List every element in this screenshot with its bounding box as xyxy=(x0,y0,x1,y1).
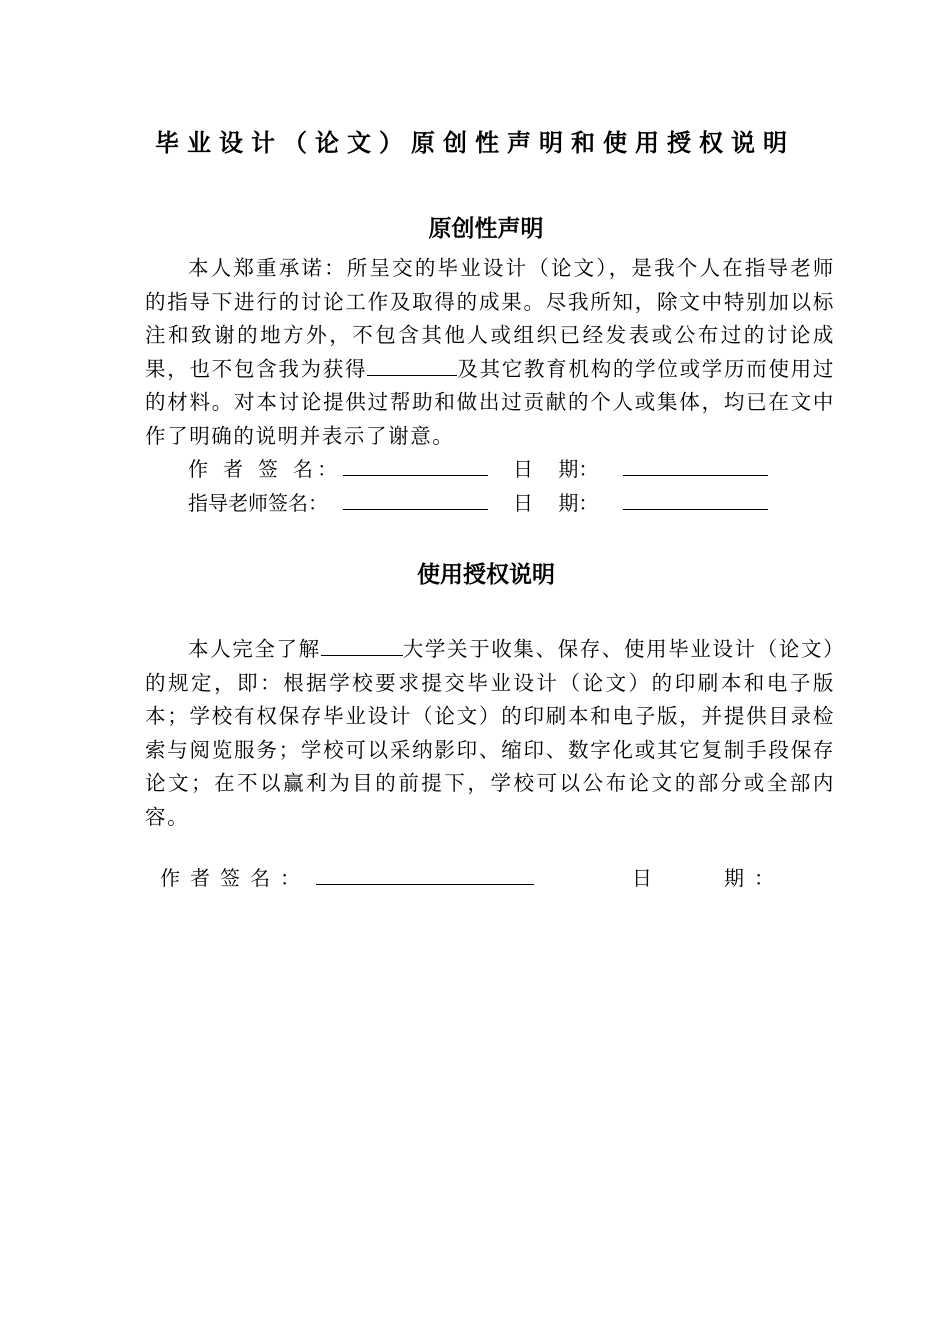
final-signature-row xyxy=(160,862,784,892)
author-date-label: 日 期： xyxy=(513,457,599,481)
final-date-label: 日 期： xyxy=(632,866,784,890)
advisor-signature-line xyxy=(343,487,488,510)
authorization-heading: 使用授权说明 xyxy=(417,562,555,588)
author-signature-row xyxy=(188,453,768,483)
author-date-line xyxy=(623,453,768,476)
degree-institution-blank xyxy=(367,353,457,376)
originality-statement xyxy=(145,252,835,454)
advisor-date-label: 日 期： xyxy=(513,491,599,515)
final-signature-line xyxy=(316,862,534,885)
originality-heading: 原创性声明 xyxy=(428,216,544,242)
final-signature-label: 作者签名： xyxy=(160,866,310,890)
authorization-text-part1: 本人完全了解 xyxy=(188,637,321,661)
document-title: 毕业设计（论文）原创性声明和使用授权说明 xyxy=(155,129,795,157)
originality-text-part1: 本人郑重承诺：所呈交的毕业设计（论文），是我个人在指导老师的指导下进行的讨论工作及取得的成果。尽我所知，除文中特别加以标注和致谢的地方外，不包含其他人或组织已经发表或公布过的讨论成果，也不包含我为获得 xyxy=(145,256,835,381)
advisor-signature-row xyxy=(188,487,768,517)
university-name-blank xyxy=(321,633,403,656)
originality-text-part2: 及其它教育机构的学位或学历而使用过的材料。对本讨论提供过帮助和做出过贡献的个人或集体，均已在文中作了明确的说明并表示了谢意。 xyxy=(145,356,836,448)
advisor-date-line xyxy=(623,487,768,510)
authorization-text-part2: 大学关于收集、保存、使用毕业设计（论文）的规定，即：根据学校要求提交毕业设计（论文）的印刷本和电子版本；学校有权保存毕业设计（论文）的印刷本和电子版，并提供目录检索与阅览服务；学校可以采纳影印、缩印、数字化或其它复制手段保存论文；在不以赢利为目的前提下，学校可以公布论文的部分或全部内容。 xyxy=(145,637,835,829)
advisor-signature-label: 指导老师签名： xyxy=(188,491,328,515)
authorization-statement xyxy=(145,633,835,835)
author-signature-label: 作 者 签 名： xyxy=(188,457,342,481)
author-signature-line xyxy=(343,453,488,476)
